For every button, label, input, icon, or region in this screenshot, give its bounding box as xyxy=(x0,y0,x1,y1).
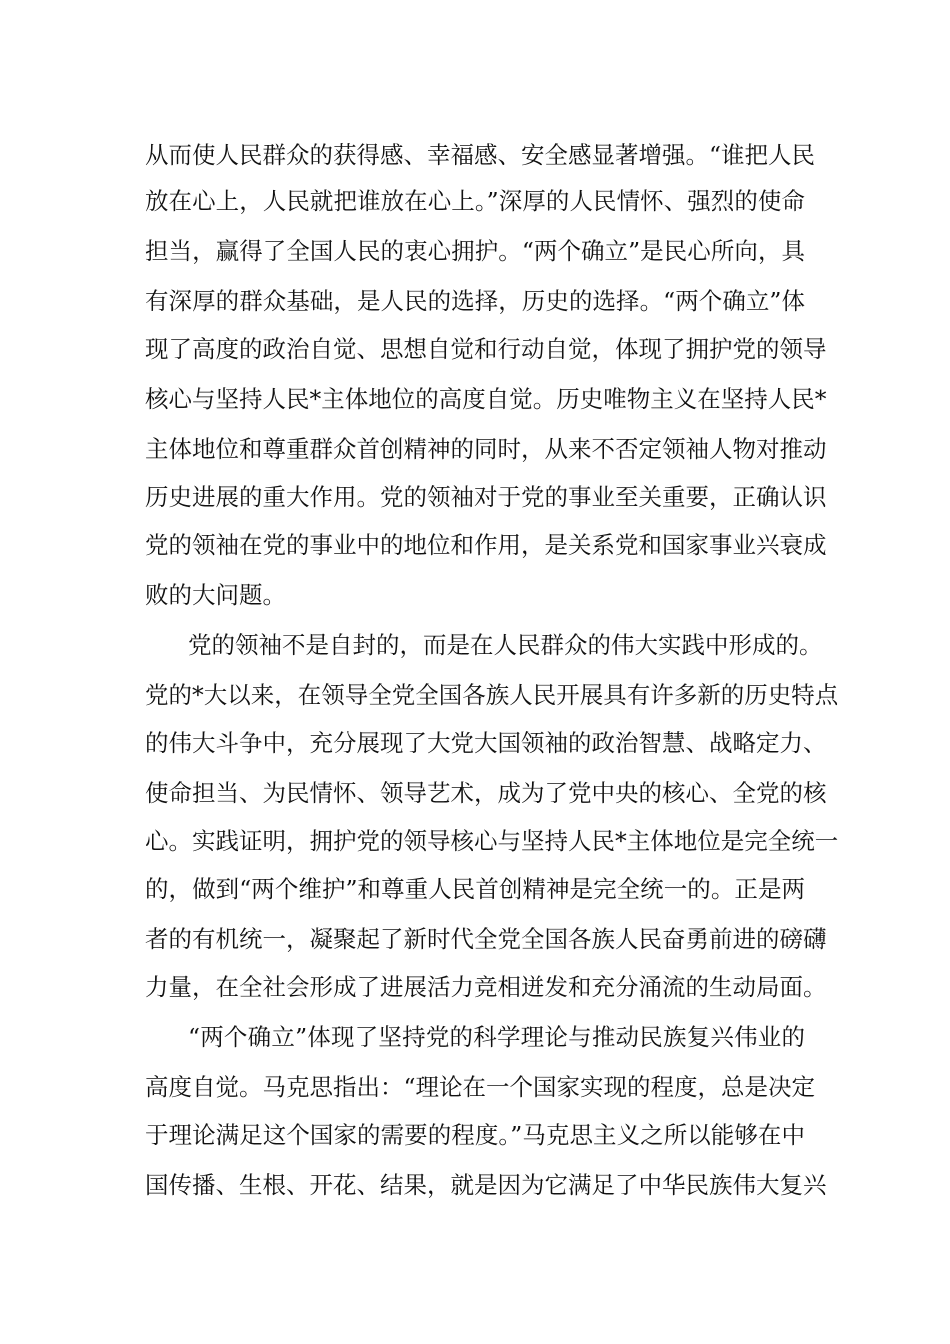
text-line: 力量，在全社会形成了进展活力竞相迸发和充分涌流的生动局面。 xyxy=(145,973,827,1001)
text-line: 高度自觉。马克思指出：“理论在一个国家实现的程度，总是决定 xyxy=(145,1073,816,1101)
text-line: 历史进展的重大作用。党的领袖对于党的事业至关重要，正确认识 xyxy=(145,483,827,511)
text-line: 的，做到“两个维护”和尊重人民首创精神是完全统一的。正是两 xyxy=(145,875,805,903)
text-line: 核心与坚持人民*主体地位的高度自觉。历史唯物主义在坚持人民* xyxy=(145,385,827,413)
paragraph-first-line: “两个确立”体现了坚持党的科学理论与推动民族复兴伟业的 xyxy=(188,1023,805,1051)
text-line: 担当，赢得了全国人民的衷心拥护。“两个确立”是民心所向，具 xyxy=(145,237,805,265)
text-line: 放在心上，人民就把谁放在心上。”深厚的人民情怀、强烈的使命 xyxy=(145,187,805,215)
text-line: 现了高度的政治自觉、思想自觉和行动自觉，体现了拥护党的领导 xyxy=(145,335,827,363)
text-line: 心。实践证明，拥护党的领导核心与坚持人民*主体地位是完全统一 xyxy=(145,827,839,855)
text-line: 主体地位和尊重群众首创精神的同时，从来不否定领袖人物对推动 xyxy=(145,435,827,463)
text-line: 败的大问题。 xyxy=(145,581,286,609)
text-line: 者的有机统一，凝聚起了新时代全党全国各族人民奋勇前进的磅礴 xyxy=(145,925,827,953)
text-line: 党的领袖在党的事业中的地位和作用，是关系党和国家事业兴衰成 xyxy=(145,531,827,559)
text-line: 于理论满足这个国家的需要的程度。”马克思主义之所以能够在中 xyxy=(145,1121,805,1149)
text-line: 有深厚的群众基础，是人民的选择，历史的选择。“两个确立”体 xyxy=(145,287,805,315)
text-line: 从而使人民群众的获得感、幸福感、安全感显著增强。“谁把人民 xyxy=(145,141,816,169)
paragraph-first-line: 党的领袖不是自封的，而是在人民群众的伟大实践中形成的。 xyxy=(188,631,823,659)
text-line: 的伟大斗争中，充分展现了大党大国领袖的政治智慧、战略定力、 xyxy=(145,729,827,757)
text-line: 国传播、生根、开花、结果，就是因为它满足了中华民族伟大复兴 xyxy=(145,1171,827,1199)
text-line: 党的*大以来，在领导全党全国各族人民开展具有许多新的历史特点 xyxy=(145,681,839,709)
text-line: 使命担当、为民情怀、领导艺术，成为了党中央的核心、全党的核 xyxy=(145,779,827,807)
